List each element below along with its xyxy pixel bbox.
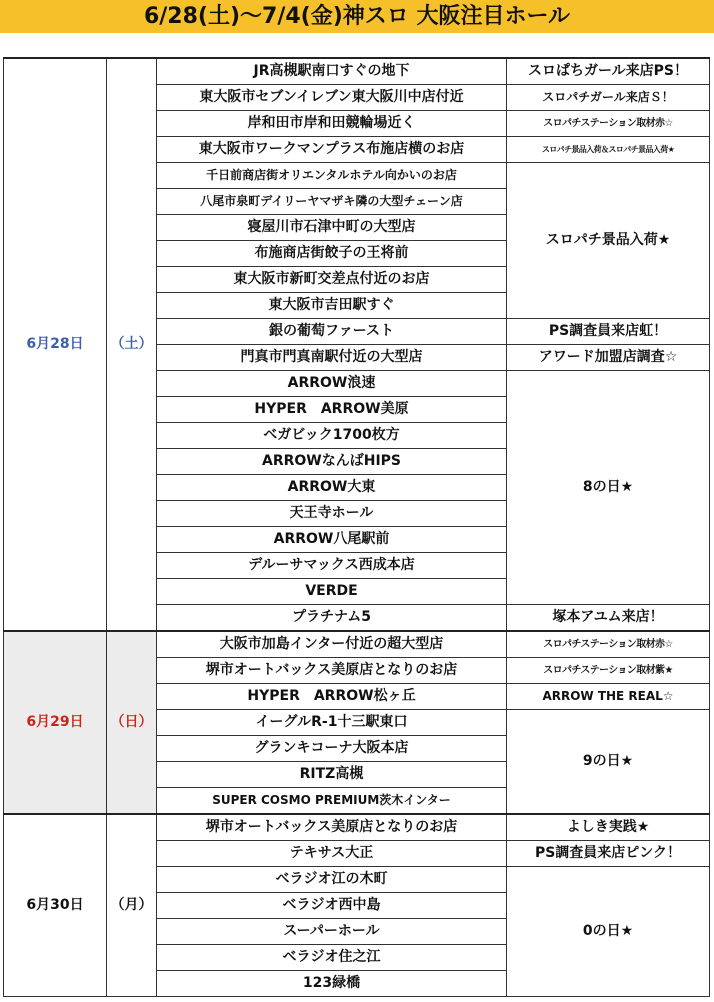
date-cell: 6月29日 xyxy=(4,631,107,814)
hall-name: 寝屋川市石津中町の大型店 xyxy=(157,215,507,241)
hall-name: テキサス大正 xyxy=(157,841,507,867)
event-cell: スロパチステーション取材赤☆ xyxy=(507,631,710,658)
event-cell: スロパチステーション取材紫★ xyxy=(507,658,710,684)
hall-name: 布施商店街餃子の王将前 xyxy=(157,241,507,267)
event-cell: スロパチ景品入荷★ xyxy=(507,163,710,319)
weekday-cell: （土） xyxy=(107,58,157,631)
event-cell: 0の日★ xyxy=(507,867,710,997)
hall-name: 門真市門真南駅付近の大型店 xyxy=(157,345,507,371)
date-cell: 6月30日 xyxy=(4,814,107,997)
day-section-6-28 xyxy=(4,58,710,631)
event-cell: 8の日★ xyxy=(507,371,710,605)
hall-name: 123緑橋 xyxy=(157,971,507,997)
date-cell: 6月28日 xyxy=(4,58,107,631)
table-row xyxy=(4,58,710,85)
hall-name: ベラジオ住之江 xyxy=(157,945,507,971)
hall-name: 東大阪市セブンイレブン東大阪川中店付近 xyxy=(157,85,507,111)
hall-name: HYPER ARROW美原 xyxy=(157,397,507,423)
event-cell: 塚本アユム来店！ xyxy=(507,605,710,632)
event-cell: ARROW THE REAL☆ xyxy=(507,684,710,710)
hall-name: 天王寺ホール xyxy=(157,501,507,527)
table-row xyxy=(4,814,710,841)
hall-name: ARROW八尾駅前 xyxy=(157,527,507,553)
hall-name: 大阪市加島インター付近の超大型店 xyxy=(157,631,507,658)
hall-name: JR高槻駅南口すぐの地下 xyxy=(157,58,507,85)
table-row xyxy=(4,631,710,658)
hall-name: ベラジオ江の木町 xyxy=(157,867,507,893)
hall-name: ベラジオ西中島 xyxy=(157,893,507,919)
hall-name: 東大阪市新町交差点付近のお店 xyxy=(157,267,507,293)
event-cell: よしき実践★ xyxy=(507,814,710,841)
event-cell: スロぱちガール来店PS！ xyxy=(507,58,710,85)
event-cell: スロパチガール来店Ｓ！ xyxy=(507,85,710,111)
hall-name: グランキコーナ大阪本店 xyxy=(157,736,507,762)
hall-name: ベガビック1700枚方 xyxy=(157,423,507,449)
hall-name: ARROW浪速 xyxy=(157,371,507,397)
hall-name: SUPER COSMO PREMIUM茨木インター xyxy=(157,788,507,815)
page-title: 6/28(土)〜7/4(金)神スロ 大阪注目ホール xyxy=(143,4,571,29)
event-cell: PS調査員来店虹！ xyxy=(507,319,710,345)
hall-name: 東大阪市ワークマンプラス布施店横のお店 xyxy=(157,137,507,163)
hall-name: 堺市オートバックス美原店となりのお店 xyxy=(157,814,507,841)
hall-name: ARROW大東 xyxy=(157,475,507,501)
hall-name: 岸和田市岸和田競輪場近く xyxy=(157,111,507,137)
hall-name: HYPER ARROW松ヶ丘 xyxy=(157,684,507,710)
hall-name: ARROWなんばHIPS xyxy=(157,449,507,475)
title-banner xyxy=(0,0,714,33)
schedule-table xyxy=(3,57,710,997)
hall-name: 八尾市泉町デイリーヤマザキ隣の大型チェーン店 xyxy=(157,189,507,215)
hall-name: スーパーホール xyxy=(157,919,507,945)
day-section-6-30 xyxy=(4,814,710,997)
day-section-6-29 xyxy=(4,631,710,814)
weekday-cell: （日） xyxy=(107,631,157,814)
weekday-cell: （月） xyxy=(107,814,157,997)
event-cell: PS調査員来店ピンク！ xyxy=(507,841,710,867)
hall-name: プラチナム5 xyxy=(157,605,507,632)
hall-name: RITZ高槻 xyxy=(157,762,507,788)
hall-name: VERDE xyxy=(157,579,507,605)
event-cell: アワード加盟店調査☆ xyxy=(507,345,710,371)
event-cell: 9の日★ xyxy=(507,710,710,815)
hall-name: デルーサマックス西成本店 xyxy=(157,553,507,579)
hall-name: イーグルR-1十三駅東口 xyxy=(157,710,507,736)
hall-name: 堺市オートバックス美原店となりのお店 xyxy=(157,658,507,684)
event-cell: スロパチ景品入荷＆スロパチ景品入荷★ xyxy=(507,137,710,163)
event-cell: スロパチステーション取材赤☆ xyxy=(507,111,710,137)
hall-name: 銀の葡萄ファースト xyxy=(157,319,507,345)
hall-name: 東大阪市吉田駅すぐ xyxy=(157,293,507,319)
hall-name: 千日前商店街オリエンタルホテル向かいのお店 xyxy=(157,163,507,189)
